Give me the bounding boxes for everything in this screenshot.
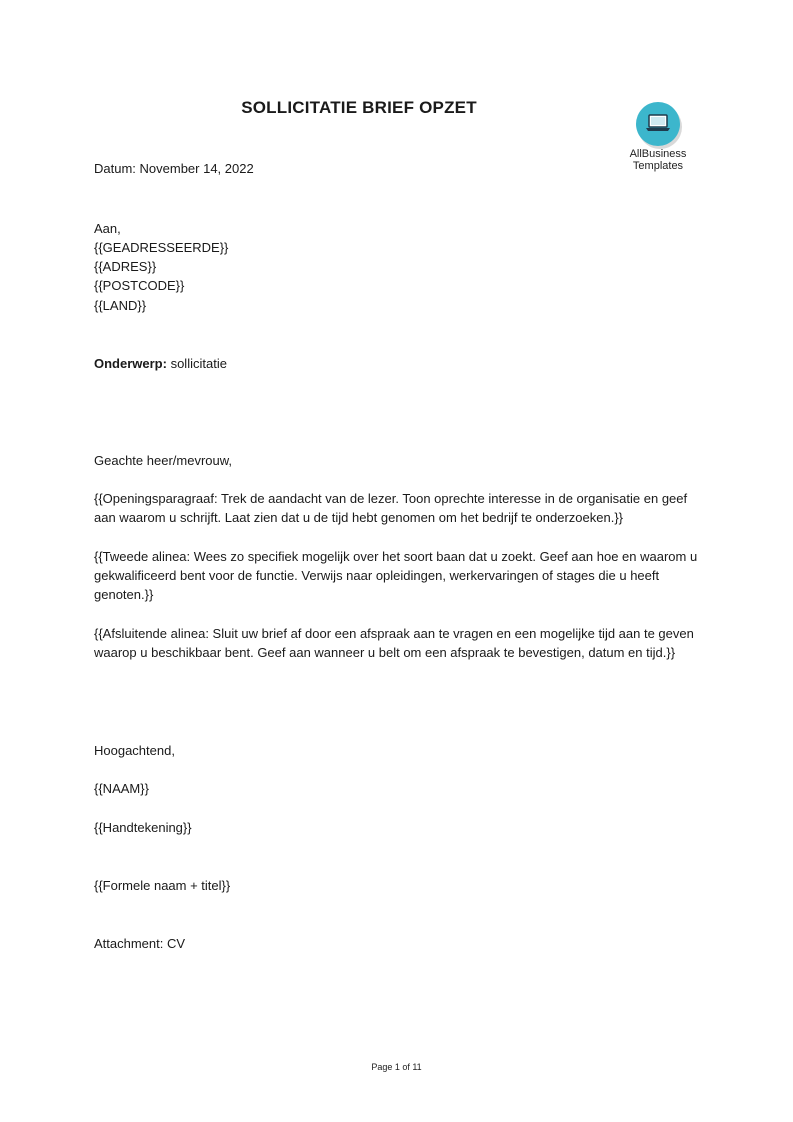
address-to: Aan,: [94, 221, 121, 236]
formal-name-placeholder: {{Formele naam + titel}}: [94, 878, 231, 893]
document-title: SOLLICITATIE BRIEF OPZET: [241, 98, 477, 117]
signature-placeholder: {{Handtekening}}: [94, 820, 192, 835]
logo-badge: [636, 102, 680, 146]
subject-label: Onderwerp:: [94, 356, 167, 371]
logo-line-2: Templates: [632, 160, 684, 172]
address-recipient: {{GEADRESSEERDE}}: [94, 240, 229, 255]
name-placeholder: {{NAAM}}: [94, 781, 149, 796]
paragraph-opening: {{Openingsparagraaf: Trek de aandacht van de lezer. Toon oprechte interesse in de organisatie en geef aan waarom u schrijft. Laat zien dat u de tijd hebt genomen om het bedrijf te onderzoeken.}}: [94, 491, 688, 525]
paragraph-second: {{Tweede alinea: Wees zo specifiek mogelijk over het soort baan dat u zoekt. Geef aan hoe en waarom u gekwalificeerd bent voor de functie. Verwijs naar opleidingen, werkervaringen of stages die u heeft genoten.}}: [94, 549, 698, 602]
greeting: Geachte heer/mevrouw,: [94, 453, 233, 468]
date-line: Datum: November 14, 2022: [94, 161, 254, 176]
address-postcode: {{POSTCODE}}: [94, 278, 185, 293]
company-logo: [618, 102, 698, 172]
page-number: Page 1 of 11: [371, 1062, 422, 1072]
laptop-icon: [645, 113, 671, 133]
subject-value: sollicitatie: [166, 356, 227, 371]
subject-line: [94, 354, 227, 373]
address-street: {{ADRES}}: [94, 259, 157, 274]
paragraph-closing: {{Afsluitende alinea: Sluit uw brief af door een afspraak aan te vragen en een mogelijke tijd aan te geven waarop u beschikbaar bent. Geef aan wanneer u belt om een afspraak te bevestigen, datum en tijd.}}: [94, 626, 694, 660]
logo-text: [618, 148, 698, 172]
attachment-line: Attachment: CV: [94, 936, 186, 951]
logo-line-1: AllBusiness: [629, 148, 687, 160]
closing-line: Hoogachtend,: [94, 743, 175, 758]
address-country: {{LAND}}: [94, 298, 147, 313]
